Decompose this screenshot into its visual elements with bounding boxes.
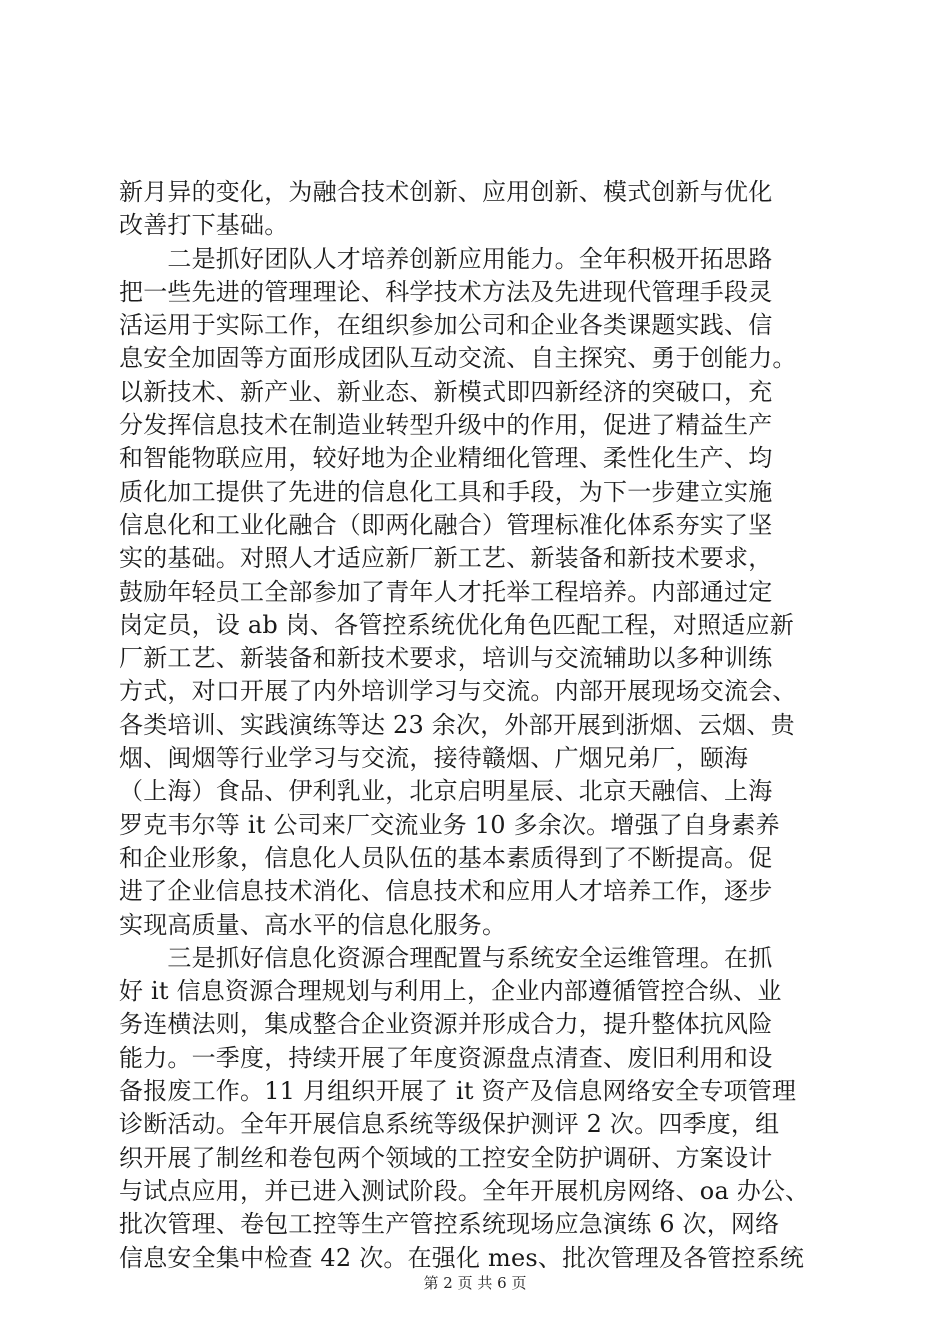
text-line: 批次管理、卷包工控等生产管控系统现场应急演练 6 次，网络 (119, 1210, 780, 1239)
text-line: 分发挥信息技术在制造业转型升级中的作用，促进了精益生产 (119, 411, 773, 440)
text-line: 息安全加固等方面形成团队互动交流、自主探究、勇于创能力。 (119, 344, 797, 373)
text-line: 实的基础。对照人才适应新厂新工艺、新装备和新技术要求， (119, 544, 773, 573)
text-line: 诊断活动。全年开展信息系统等级保护测评 2 次。四季度，组 (119, 1110, 780, 1139)
text-line: 烟、闽烟等行业学习与交流，接待赣烟、广烟兄弟厂，颐海 (119, 744, 749, 773)
text-line: 活运用于实际工作，在组织参加公司和企业各类课题实践、信 (119, 311, 773, 340)
text-line: 备报废工作。11 月组织开展了 it 资产及信息网络安全专项管理 (119, 1077, 797, 1106)
text-line: 织开展了制丝和卷包两个领域的工控安全防护调研、方案设计 (119, 1143, 773, 1172)
text-line: 质化加工提供了先进的信息化工具和手段，为下一步建立实施 (119, 477, 773, 506)
text-line: 岗定员，设 ab 岗、各管控系统优化角色匹配工程，对照适应新 (119, 610, 794, 639)
text-line: 好 it 信息资源合理规划与利用上，企业内部遵循管控合纵、业 (119, 977, 782, 1006)
text-line: 三是抓好信息化资源合理配置与系统安全运维管理。在抓 (119, 943, 773, 972)
text-line: 和智能物联应用，较好地为企业精细化管理、柔性化生产、均 (119, 444, 773, 473)
text-line: 鼓励年轻员工全部参加了青年人才托举工程培养。内部通过定 (119, 577, 773, 606)
text-line: 与试点应用，并已进入测试阶段。全年开展机房网络、oa 办公、 (119, 1176, 810, 1205)
text-line: 实现高质量、高水平的信息化服务。 (119, 910, 507, 939)
text-line: 信息安全集中检查 42 次。在强化 mes、批次管理及各管控系统 (119, 1243, 805, 1272)
text-line: 新月异的变化，为融合技术创新、应用创新、模式创新与优化 (119, 178, 773, 206)
text-line: 和企业形象，信息化人员队伍的基本素质得到了不断提高。促 (119, 843, 773, 872)
text-line: 各类培训、实践演练等达 23 余次，外部开展到浙烟、云烟、贵 (119, 710, 795, 739)
text-line: 二是抓好团队人才培养创新应用能力。全年积极开拓思路 (119, 244, 773, 273)
page-footer: 第 2 页 共 6 页 (423, 1274, 527, 1292)
body-text (119, 176, 839, 1275)
text-line: 把一些先进的管理理论、科学技术方法及先进现代管理手段灵 (119, 277, 773, 306)
text-line: 务连横法则，集成整合企业资源并形成合力，提升整体抗风险 (119, 1010, 773, 1039)
text-line: （上海）食品、伊利乳业，北京启明星辰、北京天融信、上海 (119, 777, 773, 806)
text-line: 信息化和工业化融合（即两化融合）管理标准化体系夯实了坚 (119, 510, 773, 539)
text-line: 厂新工艺、新装备和新技术要求，培训与交流辅助以多种训练 (119, 644, 773, 673)
text-line: 改善打下基础。 (119, 211, 289, 240)
text-line: 进了企业信息技术消化、信息技术和应用人才培养工作，逐步 (119, 877, 773, 906)
text-line: 以新技术、新产业、新业态、新模式即四新经济的突破口，充 (119, 377, 773, 406)
text-line: 能力。一季度，持续开展了年度资源盘点清查、废旧利用和设 (119, 1043, 773, 1072)
text-line: 方式，对口开展了内外培训学习与交流。内部开展现场交流会、 (119, 677, 797, 706)
text-line: 罗克韦尔等 it 公司来厂交流业务 10 多余次。增强了自身素养 (119, 810, 780, 839)
